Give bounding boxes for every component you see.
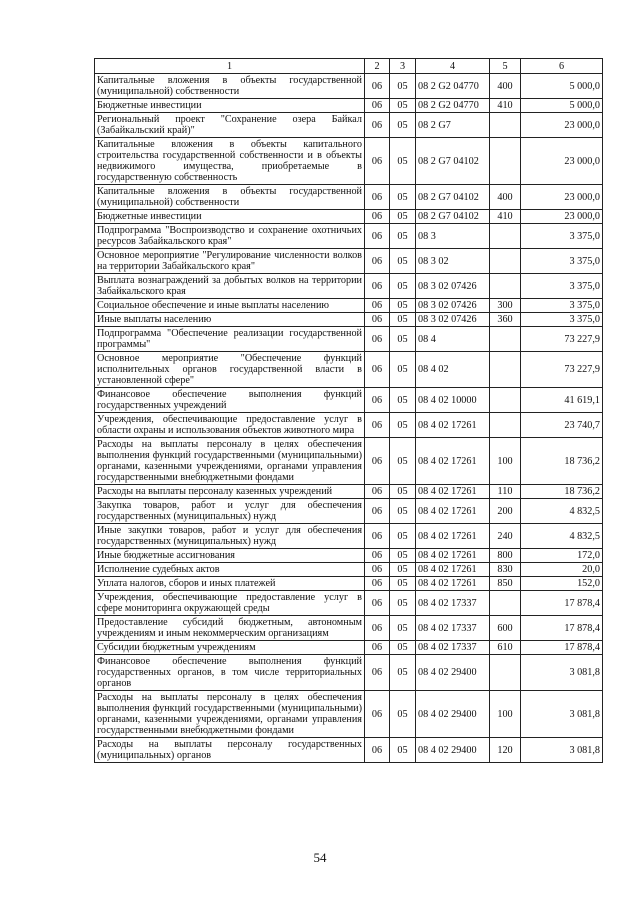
cell-target-code: 08 2 G7 04102 [416, 210, 490, 224]
table-row [95, 591, 603, 616]
cell-target-code: 08 4 02 17337 [416, 591, 490, 616]
cell-name: Расходы на выплаты персоналу в целях обеспечения выполнения функций государственными (муниципальными) органами, казенными учреждениями, органами управления государственными внебюджетными фондами [95, 438, 365, 485]
header-row [95, 59, 603, 74]
cell-expense-type: 240 [490, 524, 521, 549]
table-row [95, 224, 603, 249]
cell-name: Капитальные вложения в объекты государственной (муниципальной) собственности [95, 74, 365, 99]
cell-sum: 5 000,0 [521, 99, 603, 113]
table-row [95, 352, 603, 388]
cell-name: Учреждения, обеспечивающие предоставление услуг в области охраны и использования объектов животного мира [95, 413, 365, 438]
cell-sum: 3 375,0 [521, 313, 603, 327]
cell-sum: 23 000,0 [521, 138, 603, 185]
table-row [95, 549, 603, 563]
cell-expense-type [490, 224, 521, 249]
cell-sum: 17 878,4 [521, 616, 603, 641]
cell-subsection: 05 [390, 591, 416, 616]
cell-name: Расходы на выплаты персоналу государственных (муниципальных) органов [95, 738, 365, 763]
cell-expense-type: 300 [490, 299, 521, 313]
table-row [95, 691, 603, 738]
cell-sum: 3 375,0 [521, 299, 603, 313]
cell-target-code: 08 3 02 07426 [416, 274, 490, 299]
cell-section: 06 [365, 591, 390, 616]
cell-expense-type: 110 [490, 485, 521, 499]
cell-sum: 23 000,0 [521, 210, 603, 224]
cell-target-code: 08 4 02 29400 [416, 691, 490, 738]
cell-name: Подпрограмма "Воспроизводство и сохранение охотничьих ресурсов Забайкальского края" [95, 224, 365, 249]
cell-sum: 23 740,7 [521, 413, 603, 438]
table-row [95, 274, 603, 299]
cell-sum: 23 000,0 [521, 113, 603, 138]
cell-sum: 73 227,9 [521, 327, 603, 352]
table-row [95, 74, 603, 99]
cell-name: Закупка товаров, работ и услуг для обеспечения государственных (муниципальных) нужд [95, 499, 365, 524]
cell-expense-type: 610 [490, 641, 521, 655]
cell-subsection: 05 [390, 413, 416, 438]
header-cell-name: 1 [95, 59, 365, 74]
cell-subsection: 05 [390, 224, 416, 249]
cell-sum: 3 375,0 [521, 274, 603, 299]
table-row [95, 185, 603, 210]
cell-name: Основное мероприятие "Регулирование численности волков на территории Забайкальского края" [95, 249, 365, 274]
cell-expense-type [490, 591, 521, 616]
table-body [95, 74, 603, 763]
cell-name: Иные выплаты населению [95, 313, 365, 327]
cell-sum: 152,0 [521, 577, 603, 591]
table-row [95, 249, 603, 274]
cell-subsection: 05 [390, 327, 416, 352]
cell-section: 06 [365, 138, 390, 185]
cell-subsection: 05 [390, 641, 416, 655]
cell-expense-type [490, 274, 521, 299]
cell-expense-type [490, 388, 521, 413]
cell-name: Субсидии бюджетным учреждениям [95, 641, 365, 655]
cell-sum: 41 619,1 [521, 388, 603, 413]
table-row [95, 99, 603, 113]
cell-target-code: 08 3 02 07426 [416, 299, 490, 313]
cell-expense-type: 100 [490, 438, 521, 485]
cell-sum: 73 227,9 [521, 352, 603, 388]
cell-section: 06 [365, 616, 390, 641]
cell-subsection: 05 [390, 616, 416, 641]
cell-name: Учреждения, обеспечивающие предоставление услуг в сфере мониторинга окружающей среды [95, 591, 365, 616]
cell-name: Выплата вознаграждений за добытых волков на территории Забайкальского края [95, 274, 365, 299]
cell-target-code: 08 4 02 29400 [416, 655, 490, 691]
table-row [95, 413, 603, 438]
cell-name: Бюджетные инвестиции [95, 99, 365, 113]
cell-target-code: 08 4 02 17261 [416, 438, 490, 485]
cell-subsection: 05 [390, 210, 416, 224]
cell-subsection: 05 [390, 113, 416, 138]
table-row [95, 524, 603, 549]
cell-subsection: 05 [390, 249, 416, 274]
cell-section: 06 [365, 249, 390, 274]
cell-expense-type [490, 352, 521, 388]
cell-sum: 23 000,0 [521, 185, 603, 210]
cell-subsection: 05 [390, 549, 416, 563]
cell-subsection: 05 [390, 738, 416, 763]
table-row [95, 499, 603, 524]
cell-expense-type: 400 [490, 185, 521, 210]
table-row [95, 485, 603, 499]
table-row [95, 563, 603, 577]
cell-expense-type: 850 [490, 577, 521, 591]
cell-name: Иные бюджетные ассигнования [95, 549, 365, 563]
cell-target-code: 08 4 02 17261 [416, 577, 490, 591]
cell-subsection: 05 [390, 499, 416, 524]
cell-expense-type [490, 249, 521, 274]
cell-section: 06 [365, 691, 390, 738]
cell-name: Финансовое обеспечение выполнения функций государственных учреждений [95, 388, 365, 413]
budget-table [94, 58, 603, 763]
cell-target-code: 08 4 [416, 327, 490, 352]
table-row [95, 577, 603, 591]
cell-subsection: 05 [390, 299, 416, 313]
cell-name: Бюджетные инвестиции [95, 210, 365, 224]
table-row [95, 327, 603, 352]
cell-expense-type [490, 327, 521, 352]
table-row [95, 313, 603, 327]
cell-section: 06 [365, 224, 390, 249]
cell-target-code: 08 4 02 [416, 352, 490, 388]
table-row [95, 210, 603, 224]
header-cell-expense-type: 5 [490, 59, 521, 74]
cell-name: Уплата налогов, сборов и иных платежей [95, 577, 365, 591]
cell-subsection: 05 [390, 577, 416, 591]
cell-subsection: 05 [390, 388, 416, 413]
cell-sum: 3 081,8 [521, 738, 603, 763]
cell-expense-type: 830 [490, 563, 521, 577]
cell-target-code: 08 4 02 17261 [416, 485, 490, 499]
cell-subsection: 05 [390, 438, 416, 485]
cell-section: 06 [365, 327, 390, 352]
cell-section: 06 [365, 299, 390, 313]
cell-name: Основное мероприятие "Обеспечение функций исполнительных органов государственной власти в установленной сфере" [95, 352, 365, 388]
cell-expense-type: 360 [490, 313, 521, 327]
header-cell-subsection: 3 [390, 59, 416, 74]
cell-expense-type [490, 113, 521, 138]
cell-section: 06 [365, 413, 390, 438]
cell-section: 06 [365, 113, 390, 138]
cell-name: Капитальные вложения в объекты капитального строительства государственной собственности и в объекты недвижимого имущества, приобретаемые в государственную собственность [95, 138, 365, 185]
header-cell-target-code: 4 [416, 59, 490, 74]
cell-section: 06 [365, 313, 390, 327]
cell-sum: 172,0 [521, 549, 603, 563]
cell-expense-type: 800 [490, 549, 521, 563]
cell-target-code: 08 4 02 17261 [416, 499, 490, 524]
table-row [95, 388, 603, 413]
cell-name: Подпрограмма "Обеспечение реализации государственной программы" [95, 327, 365, 352]
cell-target-code: 08 4 02 29400 [416, 738, 490, 763]
cell-expense-type: 400 [490, 74, 521, 99]
cell-subsection: 05 [390, 99, 416, 113]
cell-expense-type: 600 [490, 616, 521, 641]
cell-target-code: 08 4 02 17337 [416, 641, 490, 655]
cell-name: Финансовое обеспечение выполнения функций государственных органов, в том числе территориальных органов [95, 655, 365, 691]
cell-target-code: 08 4 02 10000 [416, 388, 490, 413]
cell-expense-type: 410 [490, 99, 521, 113]
cell-expense-type [490, 138, 521, 185]
cell-target-code: 08 4 02 17261 [416, 549, 490, 563]
cell-name: Расходы на выплаты персоналу казенных учреждений [95, 485, 365, 499]
cell-sum: 18 736,2 [521, 485, 603, 499]
cell-subsection: 05 [390, 274, 416, 299]
header-cell-section: 2 [365, 59, 390, 74]
cell-sum: 17 878,4 [521, 591, 603, 616]
cell-name: Исполнение судебных актов [95, 563, 365, 577]
cell-section: 06 [365, 577, 390, 591]
table-row [95, 738, 603, 763]
cell-target-code: 08 4 02 17337 [416, 616, 490, 641]
cell-section: 06 [365, 641, 390, 655]
cell-subsection: 05 [390, 185, 416, 210]
cell-section: 06 [365, 499, 390, 524]
cell-sum: 4 832,5 [521, 499, 603, 524]
cell-section: 06 [365, 274, 390, 299]
cell-expense-type: 200 [490, 499, 521, 524]
cell-section: 06 [365, 524, 390, 549]
cell-name: Капитальные вложения в объекты государственной (муниципальной) собственности [95, 185, 365, 210]
cell-section: 06 [365, 352, 390, 388]
cell-section: 06 [365, 549, 390, 563]
table-row [95, 113, 603, 138]
cell-sum: 20,0 [521, 563, 603, 577]
cell-target-code: 08 2 G2 04770 [416, 99, 490, 113]
cell-section: 06 [365, 210, 390, 224]
cell-sum: 3 375,0 [521, 249, 603, 274]
page-number: 54 [313, 850, 327, 865]
cell-sum: 17 878,4 [521, 641, 603, 655]
cell-name: Иные закупки товаров, работ и услуг для обеспечения государственных (муниципальных) нужд [95, 524, 365, 549]
cell-subsection: 05 [390, 655, 416, 691]
cell-section: 06 [365, 655, 390, 691]
cell-expense-type: 100 [490, 691, 521, 738]
cell-sum: 5 000,0 [521, 74, 603, 99]
table-row [95, 655, 603, 691]
cell-name: Региональный проект "Сохранение озера Байкал (Забайкальский край)" [95, 113, 365, 138]
cell-section: 06 [365, 438, 390, 485]
cell-expense-type: 120 [490, 738, 521, 763]
cell-name: Расходы на выплаты персоналу в целях обеспечения выполнения функций государственными (муниципальными) органами, казенными учреждениями, органами управления государственными внебюджетными фондами [95, 691, 365, 738]
cell-target-code: 08 4 02 17261 [416, 563, 490, 577]
cell-name: Социальное обеспечение и иные выплаты населению [95, 299, 365, 313]
cell-target-code: 08 3 [416, 224, 490, 249]
cell-subsection: 05 [390, 138, 416, 185]
cell-target-code: 08 2 G7 [416, 113, 490, 138]
cell-target-code: 08 4 02 17261 [416, 413, 490, 438]
cell-expense-type: 410 [490, 210, 521, 224]
cell-target-code: 08 3 02 [416, 249, 490, 274]
cell-subsection: 05 [390, 313, 416, 327]
table-row [95, 616, 603, 641]
cell-section: 06 [365, 99, 390, 113]
cell-section: 06 [365, 738, 390, 763]
cell-section: 06 [365, 563, 390, 577]
cell-sum: 3 081,8 [521, 655, 603, 691]
table-row [95, 438, 603, 485]
cell-subsection: 05 [390, 74, 416, 99]
cell-section: 06 [365, 388, 390, 413]
cell-subsection: 05 [390, 563, 416, 577]
cell-expense-type [490, 413, 521, 438]
cell-subsection: 05 [390, 524, 416, 549]
cell-target-code: 08 2 G2 04770 [416, 74, 490, 99]
cell-sum: 3 375,0 [521, 224, 603, 249]
cell-subsection: 05 [390, 691, 416, 738]
table-row [95, 299, 603, 313]
cell-section: 06 [365, 185, 390, 210]
cell-subsection: 05 [390, 485, 416, 499]
cell-target-code: 08 2 G7 04102 [416, 138, 490, 185]
cell-target-code: 08 2 G7 04102 [416, 185, 490, 210]
table-row [95, 138, 603, 185]
cell-section: 06 [365, 485, 390, 499]
cell-expense-type [490, 655, 521, 691]
cell-target-code: 08 4 02 17261 [416, 524, 490, 549]
cell-sum: 3 081,8 [521, 691, 603, 738]
cell-section: 06 [365, 74, 390, 99]
cell-sum: 18 736,2 [521, 438, 603, 485]
table-row [95, 641, 603, 655]
cell-name: Предоставление субсидий бюджетным, автономным учреждениям и иным некоммерческим организациям [95, 616, 365, 641]
cell-target-code: 08 3 02 07426 [416, 313, 490, 327]
header-cell-sum: 6 [521, 59, 603, 74]
cell-subsection: 05 [390, 352, 416, 388]
cell-sum: 4 832,5 [521, 524, 603, 549]
